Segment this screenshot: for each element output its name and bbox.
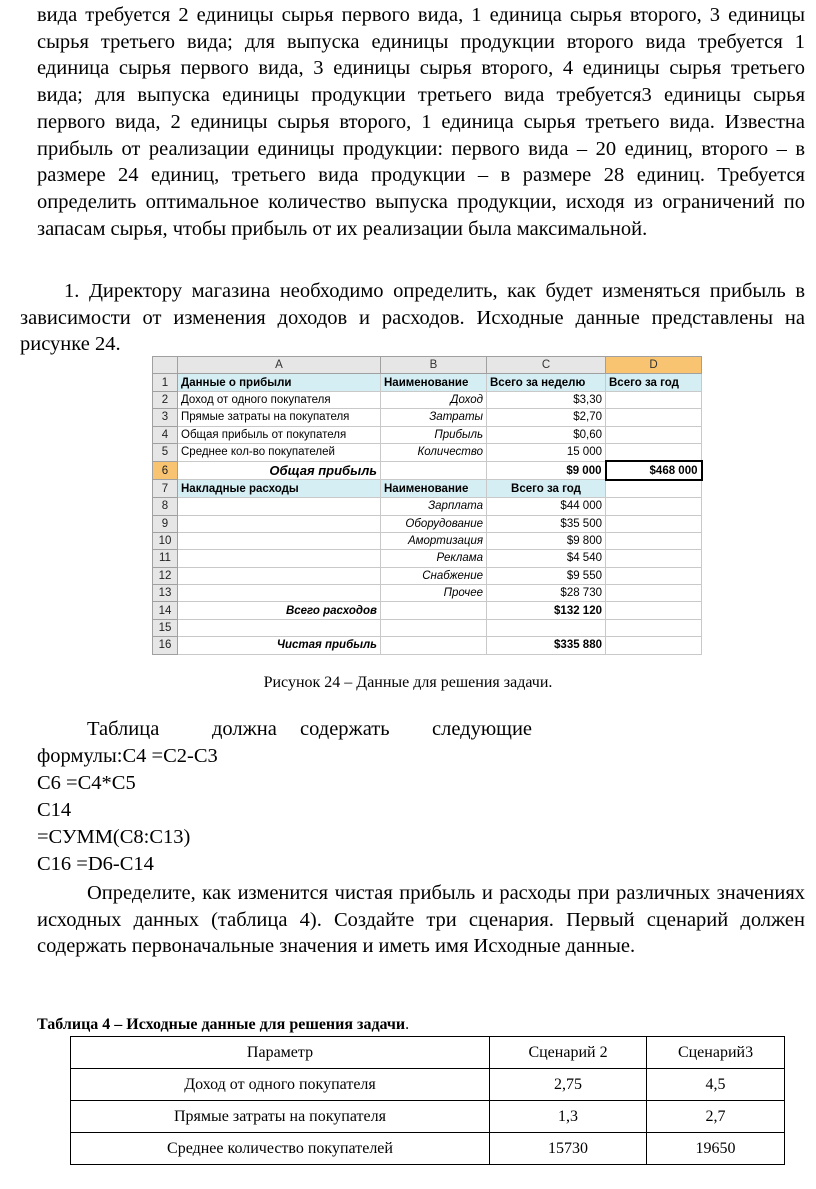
cell: Всего за год xyxy=(487,480,606,498)
header-cell: Сценарий 2 xyxy=(490,1037,647,1069)
cell: Оборудование xyxy=(381,515,487,532)
table-row xyxy=(153,515,702,532)
cell: Зарплата xyxy=(381,498,487,515)
cell: Доход от одного покупателя xyxy=(178,391,381,408)
cell: Накладные расходы xyxy=(178,480,381,498)
row-number: 8 xyxy=(153,498,178,515)
table-row xyxy=(153,426,702,443)
table-row xyxy=(153,619,702,636)
cell xyxy=(178,585,381,602)
cell xyxy=(606,498,702,515)
table-row xyxy=(153,409,702,426)
row-number: 7 xyxy=(153,480,178,498)
table-row xyxy=(153,498,702,515)
cell xyxy=(606,391,702,408)
cell xyxy=(606,567,702,584)
figure-caption: Рисунок 24 – Данные для решения задачи. xyxy=(263,674,553,691)
formulas-intro-word: должна xyxy=(212,718,277,740)
row-number: 9 xyxy=(153,515,178,532)
cell: $28 730 xyxy=(487,585,606,602)
cell: 19650 xyxy=(647,1133,785,1165)
cell: $132 120 xyxy=(487,602,606,619)
cell xyxy=(487,619,606,636)
cell xyxy=(381,602,487,619)
cell: 1,3 xyxy=(490,1101,647,1133)
cell xyxy=(606,515,702,532)
row-number: 15 xyxy=(153,619,178,636)
cell: Прямые затраты на покупателя xyxy=(71,1101,490,1133)
cell: Данные о прибыли xyxy=(178,374,381,391)
cell: $0,60 xyxy=(487,426,606,443)
formula-line: =СУММ(С8:С13) xyxy=(37,826,191,848)
column-header: C xyxy=(487,357,606,374)
table-header-row xyxy=(71,1037,785,1069)
cell: $335 880 xyxy=(487,637,606,654)
cell: Доход xyxy=(381,391,487,408)
column-header: D xyxy=(606,357,702,374)
cell: 4,5 xyxy=(647,1069,785,1101)
cell xyxy=(606,585,702,602)
row-number: 16 xyxy=(153,637,178,654)
cell: 15 000 xyxy=(487,443,606,461)
cell xyxy=(606,532,702,549)
formula-line: формулы:С4 =С2-С3 xyxy=(37,745,218,767)
cell: 15730 xyxy=(490,1133,647,1165)
cell: Прямые затраты на покупателя xyxy=(178,409,381,426)
table-row xyxy=(153,567,702,584)
cell: Чистая прибыль xyxy=(178,637,381,654)
row-number: 11 xyxy=(153,550,178,567)
cell xyxy=(606,426,702,443)
row-number: 4 xyxy=(153,426,178,443)
table-row xyxy=(71,1133,785,1165)
cell xyxy=(178,619,381,636)
active-cell[interactable]: $468 000 xyxy=(606,461,702,479)
cell: Наименование xyxy=(381,480,487,498)
cell: Количество xyxy=(381,443,487,461)
row-number: 1 xyxy=(153,374,178,391)
cell: Затраты xyxy=(381,409,487,426)
cell: Прибыль xyxy=(381,426,487,443)
table-row xyxy=(153,550,702,567)
formula-line: С14 xyxy=(37,799,72,821)
table-title xyxy=(37,1016,409,1034)
spreadsheet-figure xyxy=(152,356,701,652)
cell: 2,7 xyxy=(647,1101,785,1133)
cell xyxy=(178,532,381,549)
table-row xyxy=(71,1101,785,1133)
corner-cell xyxy=(153,357,178,374)
column-header: B xyxy=(381,357,487,374)
formulas-intro-word: Таблица xyxy=(87,718,160,740)
row-number: 5 xyxy=(153,443,178,461)
cell: Всего за неделю xyxy=(487,374,606,391)
cell: Прочее xyxy=(381,585,487,602)
cell xyxy=(606,602,702,619)
table-title-suffix: . xyxy=(405,1016,410,1033)
cell: Общая прибыль от покупателя xyxy=(178,426,381,443)
cell: Всего за год xyxy=(606,374,702,391)
cell xyxy=(606,619,702,636)
scenario-paragraph: Определите, как изменится чистая прибыль и расходы при различных значениях исходных данных (таблица 4). Создайте три сценария. Первый сценарий должен содержать первоначальные значения и иметь имя Исходные данные. xyxy=(37,882,805,958)
cell: $9 550 xyxy=(487,567,606,584)
row-number: 6 xyxy=(153,461,178,479)
cell xyxy=(178,515,381,532)
cell: Общая прибыль xyxy=(178,461,381,479)
scenario-table xyxy=(70,1036,785,1165)
cell: Наименование xyxy=(381,374,487,391)
formulas-intro-word: содержать xyxy=(300,718,390,740)
cell: Всего расходов xyxy=(178,602,381,619)
cell: Амортизация xyxy=(381,532,487,549)
cell xyxy=(381,461,487,479)
row-number: 3 xyxy=(153,409,178,426)
cell: $9 000 xyxy=(487,461,606,479)
cell: $2,70 xyxy=(487,409,606,426)
task-paragraph: 1. Директору магазина необходимо определить, как будет изменяться прибыль в зависимости от изменения доходов и расходов. Исходные данные представлены на рисунке 24. xyxy=(20,280,805,356)
cell: Среднее количество покупателей xyxy=(71,1133,490,1165)
cell: $44 000 xyxy=(487,498,606,515)
cell xyxy=(606,637,702,654)
cell xyxy=(606,550,702,567)
cell xyxy=(606,443,702,461)
table-row xyxy=(153,391,702,408)
cell xyxy=(178,567,381,584)
intro-paragraph: вида требуется 2 единицы сырья первого вида, 1 единица сырья второго, 3 единицы сырья третьего вида; для выпуска единицы продукции второго вида требуется 1 единица сырья первого вида, 3 единицы сырья второго, 4 единицы сырья третьего вида; для выпуска единицы продукции третьего вида требуется3 единицы сырья первого вида, 2 единицы сырья второго, 1 единица сырья третьего вида. Известна прибыль от реализации единицы продукции: первого вида – 20 единиц, второго – в размере 24 единиц, третьего вида продукции – в размере 28 единиц. Требуется определить оптимальное количество выпуска продукции, исходя из ограничений по запасам сырья, чтобы прибыль от их реализации была максимальной. xyxy=(37,4,805,240)
row-number: 13 xyxy=(153,585,178,602)
table-row xyxy=(153,374,702,391)
formulas-intro-word: следующие xyxy=(432,718,533,740)
table-row xyxy=(153,637,702,654)
cell: Среднее кол-во покупателей xyxy=(178,443,381,461)
cell: $35 500 xyxy=(487,515,606,532)
cell xyxy=(178,550,381,567)
header-cell: Параметр xyxy=(71,1037,490,1069)
cell xyxy=(381,619,487,636)
cell: Снабжение xyxy=(381,567,487,584)
table-row xyxy=(71,1069,785,1101)
row-number: 10 xyxy=(153,532,178,549)
cell: $9 800 xyxy=(487,532,606,549)
table-row xyxy=(153,585,702,602)
row-number: 14 xyxy=(153,602,178,619)
formula-line: С6 =С4*С5 xyxy=(37,772,136,794)
cell: $4 540 xyxy=(487,550,606,567)
column-header-row xyxy=(153,357,702,374)
column-header: A xyxy=(178,357,381,374)
table-title-text: Таблица 4 – Исходные данные для решения задачи xyxy=(37,1016,406,1033)
cell xyxy=(606,409,702,426)
table-row xyxy=(153,602,702,619)
row-number: 2 xyxy=(153,391,178,408)
header-cell: Сценарий3 xyxy=(647,1037,785,1069)
row-number: 12 xyxy=(153,567,178,584)
cell xyxy=(381,637,487,654)
table-row xyxy=(153,480,702,498)
cell: 2,75 xyxy=(490,1069,647,1101)
cell xyxy=(606,480,702,498)
cell: $3,30 xyxy=(487,391,606,408)
cell: Реклама xyxy=(381,550,487,567)
cell: Доход от одного покупателя xyxy=(71,1069,490,1101)
table-row xyxy=(153,532,702,549)
table-row xyxy=(153,461,702,479)
table-row xyxy=(153,443,702,461)
formula-line: С16 =D6-С14 xyxy=(37,853,154,875)
cell xyxy=(178,498,381,515)
